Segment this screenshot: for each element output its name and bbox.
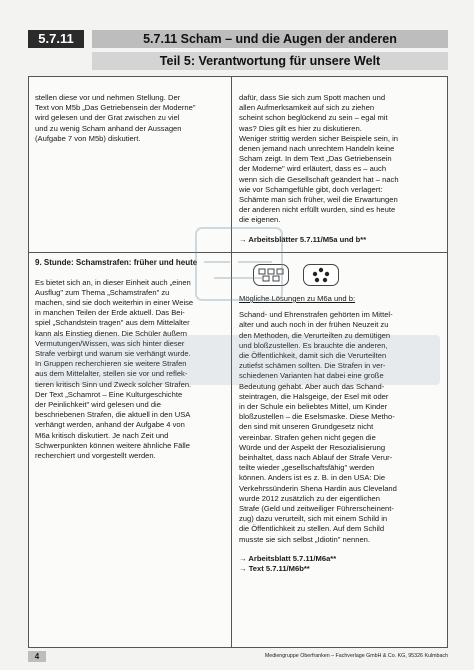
cell-top-right <box>239 93 443 245</box>
text-line: vereinbar. Strafen gehen nicht gegen die <box>239 432 376 442</box>
text-line: verhängt werden, anhand der Aufgabe 4 von <box>35 420 185 430</box>
text-line: musste sie sich selbst „Idiotin" nennen. <box>239 534 371 544</box>
text-line: die Öffentlichkeit zu stellen. Auf dem Schild <box>239 524 385 534</box>
lesson-table <box>28 76 448 648</box>
worksheet-reference[interactable]: → Arbeitsblätter 5.7.11/M5a und b** <box>239 234 367 244</box>
text-line: stellen diese vor und nehmen Stellung. Der <box>35 93 181 102</box>
text-reference[interactable]: → Text 5.7.11/M6b** <box>239 564 310 574</box>
text-line: Ausflug" zum Thema „Schamstrafen" zu <box>35 287 170 297</box>
text-line: in der Schule ein beliebtes Mittel, um Kinder <box>239 402 388 412</box>
text-line: recherchiert und vorgestellt werden. <box>35 450 156 460</box>
text-line: Scham zeigt. In dem Text „Das Getriebensein <box>239 154 392 164</box>
text-line: Schand- und Ehrenstrafen gehörten im Mittel- <box>239 310 393 320</box>
row-divider <box>29 252 447 253</box>
text-line: In Gruppen recherchieren sie weitere Strafen <box>35 359 187 369</box>
cell-top-left <box>35 93 225 144</box>
lesson-heading: 9. Stunde: Schamstrafen: früher und heute <box>35 258 198 267</box>
text-line: (Aufgabe 7 von M5b) diskutiert. <box>35 133 141 143</box>
section-number: 5.7.11 <box>28 30 84 48</box>
page-number: 4 <box>28 651 46 662</box>
text-line: Bedeutung gehabt. Aber auch das Schand- <box>239 381 385 391</box>
text-line: den sind mit unseren Grundgesetz nicht <box>239 422 374 432</box>
cell-bottom-left <box>35 258 225 461</box>
text-line: dafür, dass Sie sich zum Spott machen und <box>239 93 386 102</box>
text-line: steintragen, die Halsgeige, der Esel mit oder <box>239 391 389 401</box>
text-line: den Methoden, die Verurteilten zu demütigen <box>239 330 391 340</box>
text-line: kann als Einstieg dienen. Die Schüler äußern <box>35 328 187 338</box>
text-line: Strafe verbirgt und warum sie verhängt wurde. <box>35 348 191 358</box>
text-line: spiel „Schandstein tragen" aus dem Mittelalter <box>35 318 190 328</box>
text-line: Es bietet sich an, in dieser Einheit auch „einen <box>35 277 191 287</box>
text-line: und zu wenig Scham anhand der Aussagen <box>35 123 182 133</box>
text-line: wird gelesen und der Grat zwischen zu viel <box>35 113 180 123</box>
text-line: Strafe (Geld und zeitweiliger Führerscheinent- <box>239 504 394 514</box>
text-line: bloßzustellen – die Eselsmaske. Diese Metho- <box>239 412 395 422</box>
page-subtitle: Teil 5: Verantwortung für unsere Welt <box>92 52 448 70</box>
text-line: der Peinlichkeit" wird gelesen und die <box>35 399 161 409</box>
text-line: machen, sind sie doch weiterhin in einer Weise <box>35 297 194 307</box>
text-line: und bloßzustellen. Es brauchte die anderen, <box>239 340 388 350</box>
text-line: zutiefst schämen sollten. Die Strafen in ver- <box>239 361 386 371</box>
worksheet-reference[interactable]: → Arbeitsblatt 5.7.11/M6a** <box>239 553 337 563</box>
text-line: Vermutungen/Wissen, was sich hinter dieser <box>35 338 185 348</box>
page-title: 5.7.11 Scham – und die Augen der anderen <box>92 30 448 48</box>
group-work-icon <box>253 264 289 286</box>
text-line: Schämte man sich früher, weil die Erwartungen <box>239 195 398 205</box>
text-line: beinhaltet, dass nach Ablauf der Strafe Verur- <box>239 453 393 463</box>
text-line: Verkehrssünderin Shena Hardin aus Cleveland <box>239 483 397 493</box>
solutions-heading: Mögliche Lösungen zu M6a und b: <box>239 294 356 303</box>
text-line: die eigenen. <box>239 215 281 225</box>
column-divider <box>231 77 232 647</box>
text-line: Weniger strittig werden sicher Beispiele sein, in <box>239 133 398 143</box>
text-line: zug) dazu verurteilt, sich mit einem Schild in <box>239 514 388 524</box>
text-line: wurde 2012 zusätzlich zu der eigentlichen <box>239 493 380 503</box>
text-line: beschriebenen Strafen, die aktuell in den USA <box>35 410 191 420</box>
text-line: M6a kritisch diskutiert. Je nach Zeit und <box>35 430 169 440</box>
publisher-footer: Mediengruppe Oberfranken – Fachverlage GmbH & Co. KG, 95326 Kulmbach <box>264 653 448 659</box>
text-line: wenn sich die Gesellschaft geändert hat – nach <box>239 174 399 184</box>
text-line: wie vor Schamgefühle gibt, doch verlagert: <box>239 184 383 194</box>
text-line: Würde und der Aspekt der Resozialisierung <box>239 442 386 452</box>
text-line: teilte wieder „gesellschaftsfähig" werden <box>239 463 375 473</box>
text-line: was? Dies gilt es hier zu diskutieren. <box>239 123 362 133</box>
text-line: allen Aufmerksamkeit auf sich zu ziehen <box>239 103 375 113</box>
text-line: denen jemand nach unrechtem Handeln keine <box>239 144 395 154</box>
discussion-circle-icon <box>303 264 339 286</box>
text-line: alter und auch noch in der frühen Neuzeit zu <box>239 320 389 330</box>
text-line: tieren kritisch Sinn und Zweck solcher Strafen. <box>35 379 192 389</box>
text-line: Text von M5b „Das Getriebensein der Moderne" <box>35 103 196 113</box>
text-line: können. Anders ist es z. B. in den USA: Die <box>239 473 386 483</box>
text-line: in manchen Teilen der Erde aktuell. Das Bei- <box>35 308 185 318</box>
text-line: Schwerpunkten können weitere ähnliche Fälle <box>35 440 190 450</box>
text-line: scheint schon beglückend zu sein – egal mit <box>239 113 388 123</box>
text-line: schiedenen Varianten hat dabei eine große <box>239 371 384 381</box>
method-icons <box>253 264 443 286</box>
cell-bottom-right <box>239 258 443 574</box>
text-line: die Öffentlichkeit, damit sich die Verurteilten <box>239 351 387 361</box>
text-line: Der Text „Schamrot – Eine Kulturgeschichte <box>35 389 183 399</box>
text-line: aus dem Mittelalter, stellen sie vor und reflek- <box>35 369 188 379</box>
text-line: der Moderne" wird erläutert, dass es – auch <box>239 164 387 174</box>
text-line: der anderen nicht erfüllt wurden, sind es heute <box>239 205 396 215</box>
